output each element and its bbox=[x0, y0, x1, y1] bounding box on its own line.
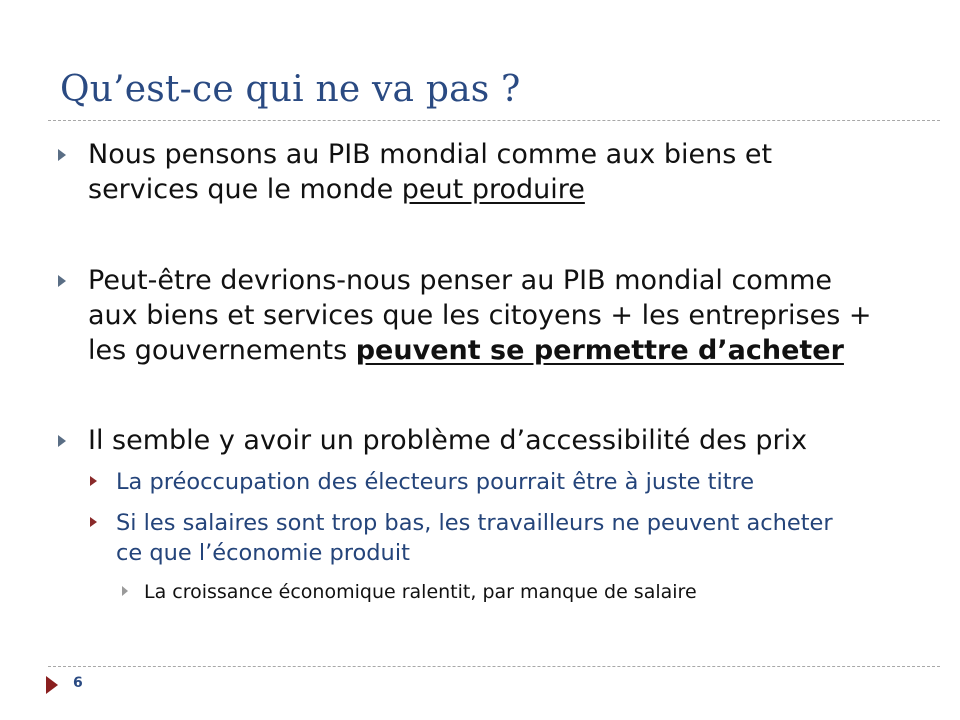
bullet-line: Il semble y avoir un problème d’accessibilité des prix bbox=[88, 425, 808, 456]
sub-bullet-item bbox=[116, 508, 906, 568]
bullet-text: les gouvernements bbox=[88, 335, 356, 366]
page-marker-icon bbox=[46, 676, 58, 694]
bullet-line bbox=[88, 333, 908, 368]
bullet-text: services que le monde bbox=[88, 174, 402, 205]
bullet-item bbox=[88, 137, 908, 207]
sub-sub-bullet-item bbox=[144, 579, 904, 605]
sub-bullet-line: Si les salaires sont trop bas, les travailleurs ne peuvent acheter bbox=[116, 510, 833, 536]
sub-bullet-line: La préoccupation des électeurs pourrait être à juste titre bbox=[116, 469, 755, 495]
emphasized-text: peuvent se permettre d’acheter bbox=[355, 335, 844, 366]
sub-bullet-arrow-icon bbox=[90, 476, 97, 486]
sub-bullet-arrow-icon bbox=[90, 517, 97, 527]
sub-bullet-item bbox=[116, 467, 906, 497]
page-number: 6 bbox=[73, 675, 83, 691]
bullet-arrow-icon bbox=[58, 435, 66, 447]
bullet-item bbox=[88, 423, 908, 458]
emphasized-text: peut produire bbox=[401, 174, 585, 205]
sub-sub-bullet-arrow-icon bbox=[122, 586, 128, 596]
bullet-item bbox=[88, 263, 908, 368]
sub-sub-bullet-line: La croissance économique ralentit, par manque de salaire bbox=[144, 581, 697, 603]
bullet-line: aux biens et services que les citoyens + les entreprises + bbox=[88, 300, 872, 331]
bullet-arrow-icon bbox=[58, 275, 66, 287]
bullet-arrow-icon bbox=[58, 149, 66, 161]
bullet-line: Peut-être devrions-nous penser au PIB mondial comme bbox=[88, 265, 833, 296]
footer-divider bbox=[48, 666, 940, 667]
slide-title: Qu’est-ce qui ne va pas ? bbox=[60, 69, 521, 110]
bullet-line bbox=[88, 172, 908, 207]
bullet-line: Nous pensons au PIB mondial comme aux biens et bbox=[88, 139, 773, 170]
sub-bullet-line: ce que l’économie produit bbox=[116, 540, 410, 566]
